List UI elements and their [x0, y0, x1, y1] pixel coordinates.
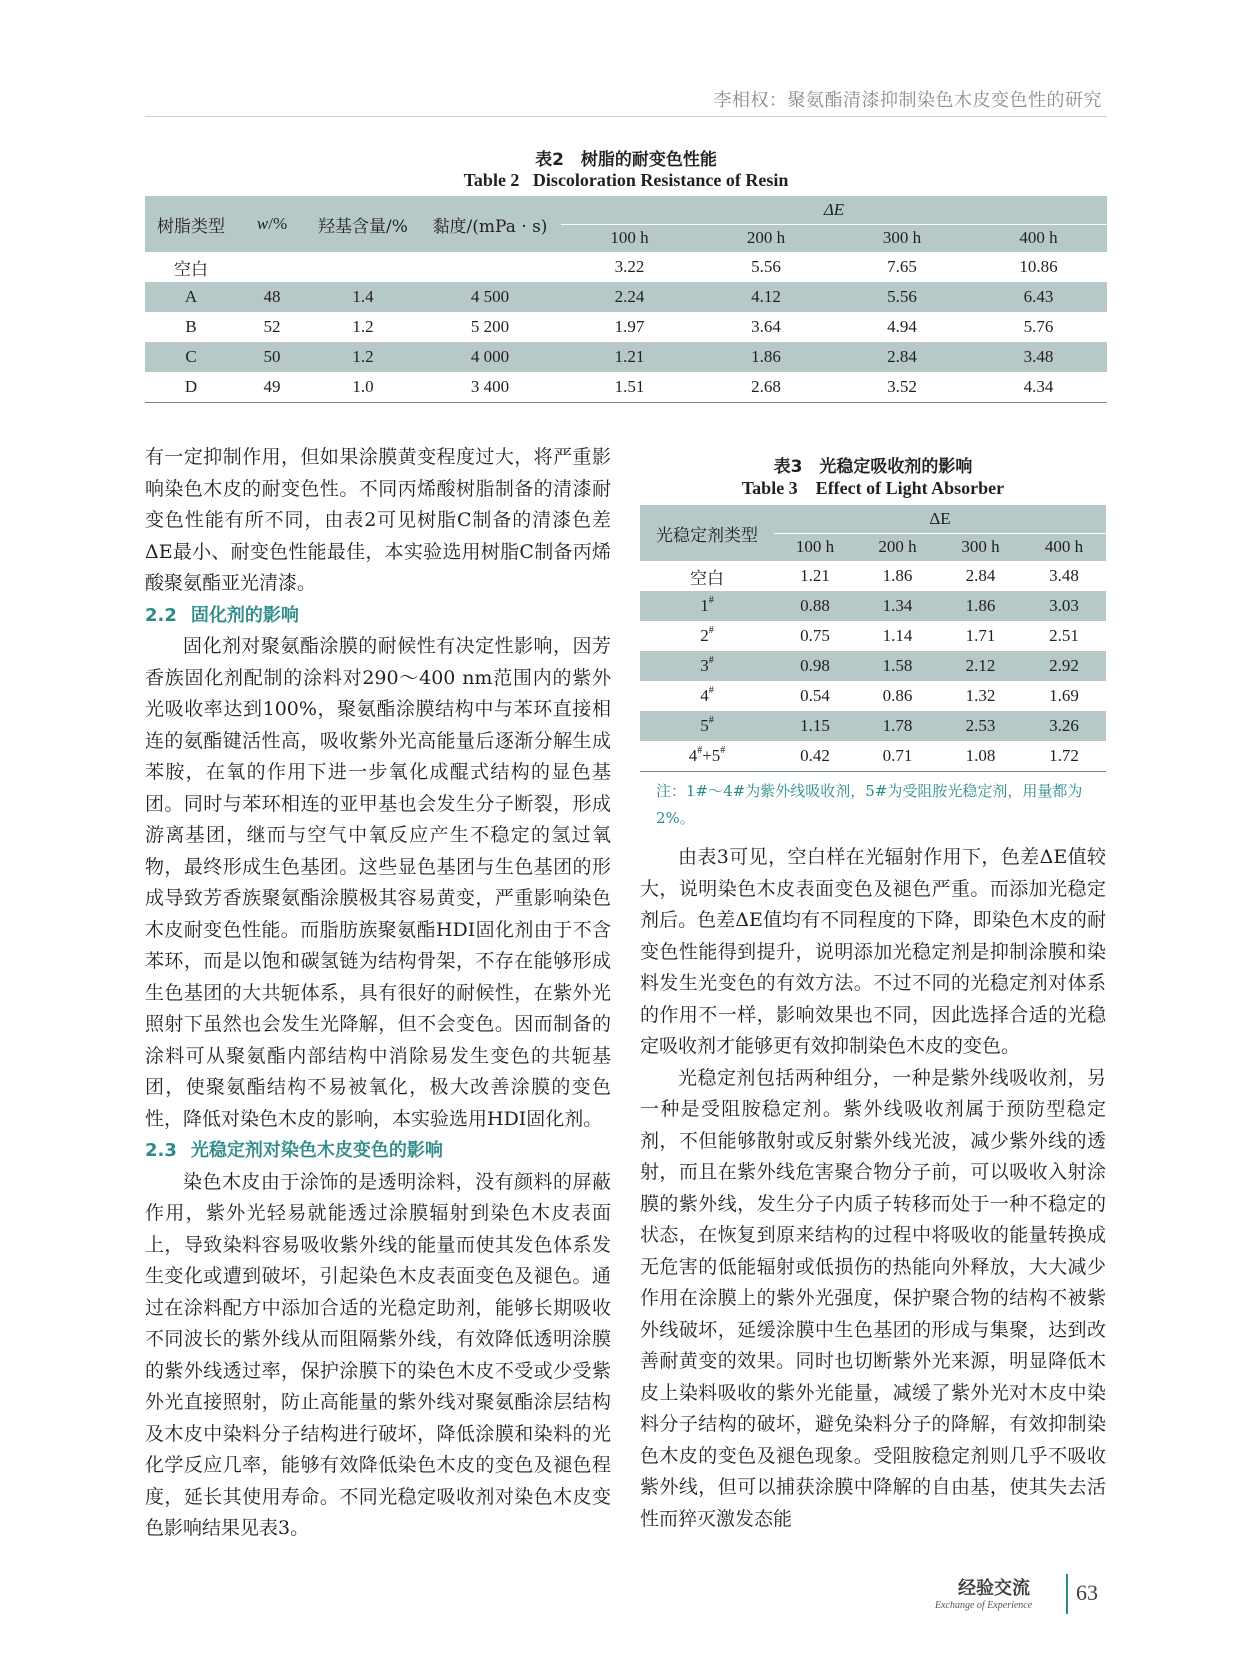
table2-cell: 4.94 — [887, 317, 917, 336]
table3-row-label: 5# — [700, 715, 714, 735]
table2-header-w-symbol: w — [256, 214, 269, 233]
table2-cell: 3 400 — [470, 376, 510, 396]
table3-row — [640, 681, 1106, 711]
footer-section-cn: 经验交流 — [958, 1578, 1030, 1599]
table3-cell: 2.12 — [965, 656, 996, 675]
table3-cell: 0.54 — [800, 686, 830, 705]
table3-row — [640, 711, 1106, 741]
table2-header-time: 200 h — [746, 228, 786, 248]
table2-cell: 50 — [263, 347, 281, 366]
table2-cell: 6.43 — [1023, 287, 1054, 306]
table3-cell: 0.71 — [882, 745, 913, 765]
table3-cell: 1.86 — [965, 596, 996, 615]
paragraph: 由表3可见，空白样在光辐射作用下，色差ΔE值较大，说明染色木皮表面变色及褪色严重。而添加光稳定剂后。色差ΔE值均有不同程度的下降，即染色木皮的耐变色性能得到提升，说明添加光稳定剂是抑制涂膜和染料发生光变色的有效方法。不过不同的光稳定剂对体系的作用不一样，影响效果也不同，因此选择合适的光稳定吸收剂才能够更有效抑制染色木皮的变色。 — [640, 846, 1106, 1057]
section-title: 固化剂的影响 — [190, 604, 299, 626]
table3-cell: 1.78 — [882, 716, 913, 735]
table3-cell: 3.26 — [1049, 716, 1079, 735]
table2-cell: A — [184, 287, 198, 306]
table3-header-type: 光稳定剂类型 — [656, 525, 758, 546]
table2-cell: 4 500 — [470, 287, 510, 306]
table3-row-label: 4# — [700, 685, 714, 705]
table2-cell: 4 000 — [470, 347, 510, 366]
table2-cell — [307, 252, 419, 282]
right-column — [640, 842, 1106, 1535]
table3-header-delta-e: ΔE — [774, 505, 1106, 533]
table2-cell: 2.24 — [614, 287, 645, 306]
table3-cell: 2.84 — [965, 566, 996, 585]
table3-cell: 2.53 — [965, 716, 996, 735]
paragraph: 染色木皮由于涂饰的是透明涂料，没有颜料的屏蔽作用，紫外光轻易就能透过涂膜辐射到染色木皮表面上，导致染料容易吸收紫外线的能量而使其发色体系发生变化或遭到破坏，引起染色木皮表面变色及褪色。通过在涂料配方中添加合适的光稳定助剂，能够长期吸收不同波长的紫外线从而阻隔紫外线，有效降低透明涂膜的紫外线透过率，保护涂膜下的染色木皮不受或少受紫外光直接照射，防止高能量的紫外线对聚氨酯涂层结构及木皮中染料分子结构进行破坏，降低涂膜和染料的光化学反应几率，能够有效降低染色木皮的变色及褪色程度，延长其使用寿命。不同光稳定吸收剂对染色木皮变色影响结果见表3。 — [145, 1170, 611, 1539]
table3-row — [640, 651, 1106, 681]
table2-cell: 3.22 — [614, 257, 645, 276]
table2-caption-en: Table 2 Discoloration Resistance of Resin — [463, 170, 789, 190]
page-number: 63 — [1076, 1580, 1098, 1605]
table3-cell: 1.71 — [965, 626, 996, 645]
table2-cell: 5.56 — [751, 257, 781, 276]
table2-header-w — [237, 196, 307, 252]
section-heading-2-2 — [145, 600, 611, 632]
table2-row — [145, 312, 1107, 342]
table2-cell: 3.52 — [887, 376, 917, 396]
table3-row — [640, 561, 1106, 591]
table2-cell: 1.51 — [614, 376, 645, 396]
table3-header-time: 400 h — [1044, 537, 1084, 557]
table2-cell: 48 — [263, 287, 281, 306]
table2-cell: 1.21 — [614, 347, 645, 366]
table3-cell: 1.21 — [800, 566, 830, 585]
table3-cell: 1.08 — [965, 745, 996, 765]
table3-header-time: 200 h — [878, 537, 917, 557]
table2-row — [145, 252, 1107, 282]
header-rule — [145, 116, 1107, 117]
table3-cell: 1.34 — [882, 596, 913, 615]
table2-cell: 4.12 — [751, 287, 781, 306]
section-number: 2.3 — [145, 1140, 177, 1161]
table2-cell: 1.0 — [352, 376, 374, 396]
table2-cell: 5.56 — [887, 287, 917, 306]
paragraph: 光稳定剂包括两种组分，一种是紫外线吸收剂，另一种是受阻胺稳定剂。紫外线吸收剂属于预防型稳定剂，不但能够散射或反射紫外线光波，减少紫外线的透射，而且在紫外线危害聚合物分子前，可以吸收入射涂膜的紫外线，发生分子内质子转移而处于一种不稳定的状态，在恢复到原来结构的过程中将吸收的能量转换成无危害的低能辐射或低损伤的热能向外释放，大大减少作用在涂膜上的紫外光强度，保护聚合物的结构不被紫外线破坏，延缓涂膜中生色基团的形成与集聚，达到改善耐黄变的效果。同时也切断紫外光来源，明显降低木皮上染料吸收的紫外光能量，减缓了紫外光对木皮中染料分子结构的破坏，避免染料分子的降解，有效抑制染色木皮的变色及褪色现象。受阻胺稳定剂则几乎不吸收紫外线，但可以捕获涂膜中降解的自由基，使其失去活性而猝灭激发态能 — [640, 1066, 1106, 1530]
table3-row-label: 4#+5# — [688, 744, 726, 765]
table3-cell: 0.98 — [800, 656, 830, 675]
table2-header-w-unit: /% — [268, 214, 288, 233]
table2-header-type: 树脂类型 — [157, 216, 225, 237]
table3-cell: 0.88 — [800, 596, 830, 615]
table2-cell: 5.76 — [1023, 317, 1054, 336]
table3-cell: 1.72 — [1049, 745, 1079, 765]
table2-cell: D — [184, 376, 198, 396]
table3-row — [640, 621, 1106, 651]
table2-row — [145, 282, 1107, 312]
table3-cell: 3.03 — [1049, 596, 1079, 615]
table2-header-time: 100 h — [610, 228, 649, 248]
table3-row — [640, 741, 1106, 771]
table2-cell: 3.64 — [751, 317, 781, 336]
table2-cell: 1.86 — [751, 347, 781, 366]
table3-row-label: 3# — [700, 655, 714, 675]
table3-cell: 1.32 — [965, 686, 996, 705]
table2-header-viscosity: 黏度/(mPa · s) — [432, 216, 548, 237]
table2-row — [145, 342, 1107, 372]
table2-cell — [237, 252, 307, 282]
paragraph: 固化剂对聚氨酯涂膜的耐候性有决定性影响，因芳香族固化剂配制的涂料对290～400 nm范围内的紫外光吸收率达到100%，聚氨酯涂膜结构中与苯环直接相连的氨酯键活性高，吸收紫外光高能量后逐渐分解生成苯胺，在氧的作用下进一步氧化成醌式结构的显色基团。同时与苯环相连的亚甲基也会发生分子断裂，形成游离基团，继而与空气中氧反应产生不稳定的氢过氧物，最终形成生色基团。这些显色基团与生色基团的形成导致芳香族聚氨酯涂膜极其容易黄变，严重影响染色木皮耐变色性能。而脂肪族聚氨酯HDI固化剂由于不含苯环，而是以饱和碳氢链为结构骨架，不存在能够形成生色基团的大共轭体系，具有很好的耐候性，在紫外光照射下虽然也会发生光降解，但不会变色。因而制备的涂料可从聚氨酯内部结构中消除易发生变色的共轭基团，使聚氨酯结构不易被氧化，极大改善涂膜的变色性，降低对染色木皮的影响，本实验选用HDI固化剂。 — [145, 635, 611, 1130]
table2-cell: 2.68 — [751, 376, 781, 396]
table2-header-hydroxyl: 羟基含量/% — [318, 216, 408, 237]
left-column — [145, 442, 611, 1545]
table3 — [640, 505, 1106, 772]
table2-cell: 52 — [263, 317, 281, 336]
table2-cell: 1.2 — [352, 347, 374, 366]
table3-row-label: 2# — [700, 625, 714, 645]
table2-header-delta-e: ΔE — [561, 196, 1107, 224]
table2-cell: 10.86 — [1019, 257, 1058, 276]
table3-cell: 1.14 — [882, 626, 913, 645]
table3-header-time: 100 h — [795, 537, 835, 557]
table2-cell: C — [185, 347, 197, 366]
table2-caption-cn: 表2 树脂的耐变色性能 — [535, 150, 717, 170]
table2 — [145, 196, 1107, 403]
table2-row — [145, 372, 1107, 402]
table2-header-time: 400 h — [1019, 228, 1058, 248]
table2-header-time: 300 h — [882, 228, 922, 248]
table3-cell: 1.58 — [882, 656, 913, 675]
table2-cell: 空白 — [174, 259, 208, 279]
table3-caption-cn: 表3 光稳定吸收剂的影响 — [773, 457, 973, 477]
table3-cell: 1.86 — [882, 566, 913, 585]
table3-cell: 3.48 — [1049, 566, 1079, 585]
table3-header-time: 300 h — [961, 537, 1000, 557]
table3-row — [640, 591, 1106, 621]
paragraph: 有一定抑制作用，但如果涂膜黄变程度过大，将严重影响染色木皮的耐变色性。不同丙烯酸树脂制备的清漆耐变色性能有所不同，由表2可见树脂C制备的清漆色差ΔE最小、耐变色性能最佳，本实验选用树脂C制备丙烯酸聚氨酯亚光清漆。 — [145, 446, 611, 594]
table2-cell: 1.97 — [614, 317, 645, 336]
table3-row-label: 1# — [700, 595, 714, 615]
section-number: 2.2 — [145, 604, 177, 626]
section-heading-2-3 — [145, 1135, 611, 1167]
table3-cell: 0.86 — [882, 686, 913, 705]
table3-note: 注：1#～4#为紫外线吸收剂，5#为受阻胺光稳定剂，用量都为2%。 — [656, 782, 1083, 827]
table2-cell: 1.2 — [352, 317, 374, 336]
table2-cell: 2.84 — [887, 347, 917, 366]
footer-section-en: Exchange of Experience — [935, 1600, 1033, 1611]
table3-cell: 2.51 — [1049, 626, 1079, 645]
table3-cell: 1.15 — [800, 716, 830, 735]
table2-cell: B — [185, 317, 197, 336]
running-head: 李相权：聚氨酯清漆抑制染色木皮变色性的研究 — [713, 90, 1102, 111]
table3-cell: 1.69 — [1049, 686, 1079, 705]
table2-cell: 5 200 — [470, 317, 510, 336]
table3-cell: 0.42 — [800, 745, 830, 765]
section-title: 光稳定剂对染色木皮变色的影响 — [190, 1140, 443, 1161]
table2-cell: 1.4 — [352, 287, 374, 306]
table3-caption-en: Table 3 Effect of Light Absorber — [741, 478, 1005, 498]
table3-cell: 0.75 — [800, 626, 830, 645]
table2-cell: 7.65 — [887, 257, 917, 276]
table2-cell: 4.34 — [1023, 376, 1054, 396]
footer-divider — [1066, 1574, 1068, 1614]
table3-row-label: 空白 — [690, 568, 724, 588]
table3-cell: 2.92 — [1049, 656, 1079, 675]
table2-cell: 3.48 — [1023, 347, 1054, 366]
table2-cell: 49 — [263, 376, 281, 396]
table2-cell — [419, 252, 561, 282]
